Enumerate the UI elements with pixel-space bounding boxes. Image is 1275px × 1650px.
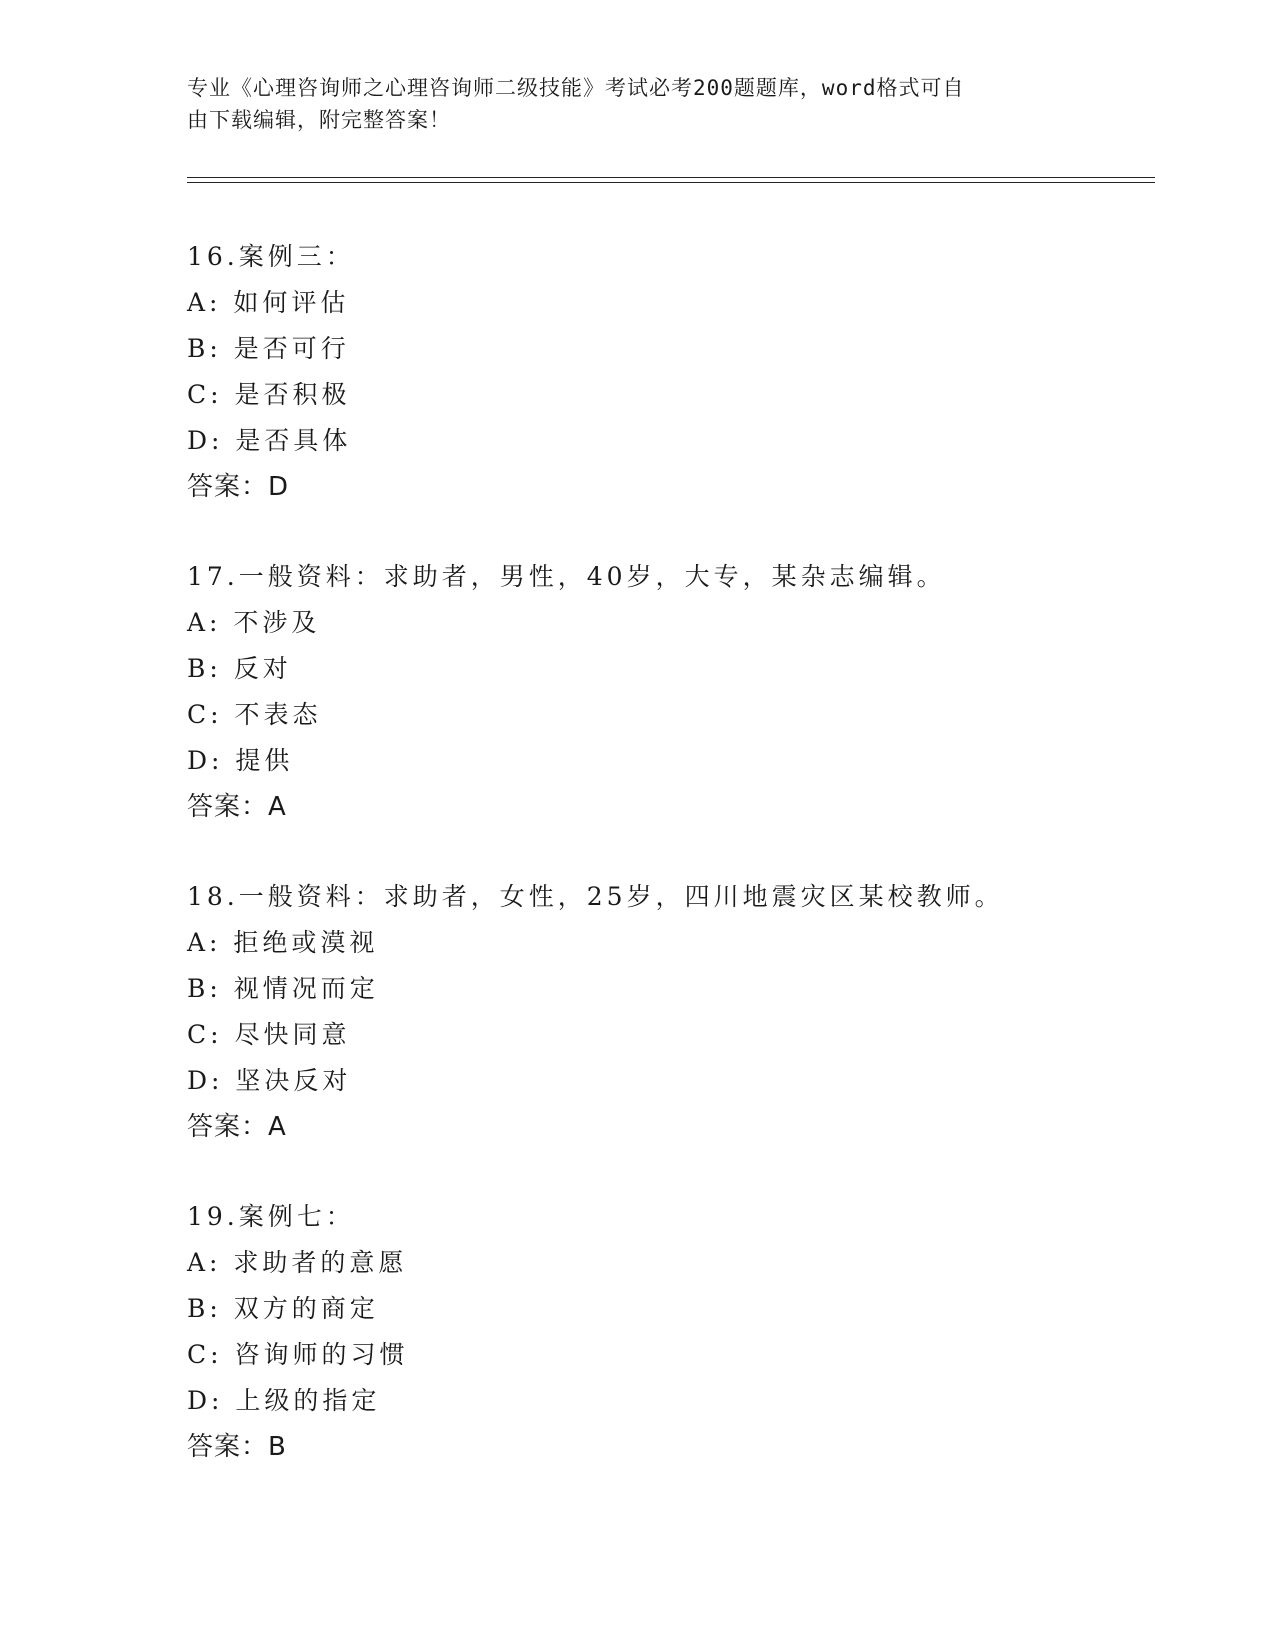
answer-line: 答案：B [187, 1432, 287, 1462]
answer-line: 答案：A [187, 792, 287, 822]
question-stem: 18.一般资料：求助者，女性，25岁，四川地震灾区某校教师。 [187, 882, 1004, 911]
question-18 [187, 874, 1147, 1150]
question-19 [187, 1194, 1147, 1470]
option-c: C: 是否积极 [187, 380, 351, 409]
header-divider-top [187, 177, 1155, 178]
question-stem: 16.案例三： [187, 242, 355, 271]
question-stem: 19.案例七： [187, 1202, 355, 1231]
option-d: D: 是否具体 [187, 426, 352, 455]
answer-line: 答案：D [187, 472, 290, 502]
option-c: C: 不表态 [187, 700, 322, 729]
question-stem: 17.一般资料：求助者，男性，40岁，大专，某杂志编辑。 [187, 562, 946, 591]
question-17 [187, 554, 1147, 830]
option-b: B: 是否可行 [187, 334, 350, 363]
option-c: C: 尽快同意 [187, 1020, 351, 1049]
option-b: B: 视情况而定 [187, 974, 379, 1003]
document-header [187, 72, 1067, 136]
option-a: A: 如何评估 [187, 288, 350, 317]
answer-line: 答案：A [187, 1112, 287, 1142]
option-d: D: 提供 [187, 746, 294, 775]
header-divider-bottom [187, 182, 1155, 183]
option-d: D: 坚决反对 [187, 1066, 352, 1095]
option-a: A: 拒绝或漠视 [187, 928, 379, 957]
option-a: A: 求助者的意愿 [187, 1248, 408, 1277]
question-16 [187, 234, 1147, 510]
option-c: C: 咨询师的习惯 [187, 1340, 409, 1369]
header-line-1: 专业《心理咨询师之心理咨询师二级技能》考试必考200题题库，word格式可自 [187, 76, 965, 100]
option-d: D: 上级的指定 [187, 1386, 381, 1415]
option-a: A: 不涉及 [187, 608, 321, 637]
header-line-2: 由下载编辑，附完整答案！ [187, 108, 451, 132]
option-b: B: 反对 [187, 654, 292, 683]
option-b: B: 双方的商定 [187, 1294, 379, 1323]
